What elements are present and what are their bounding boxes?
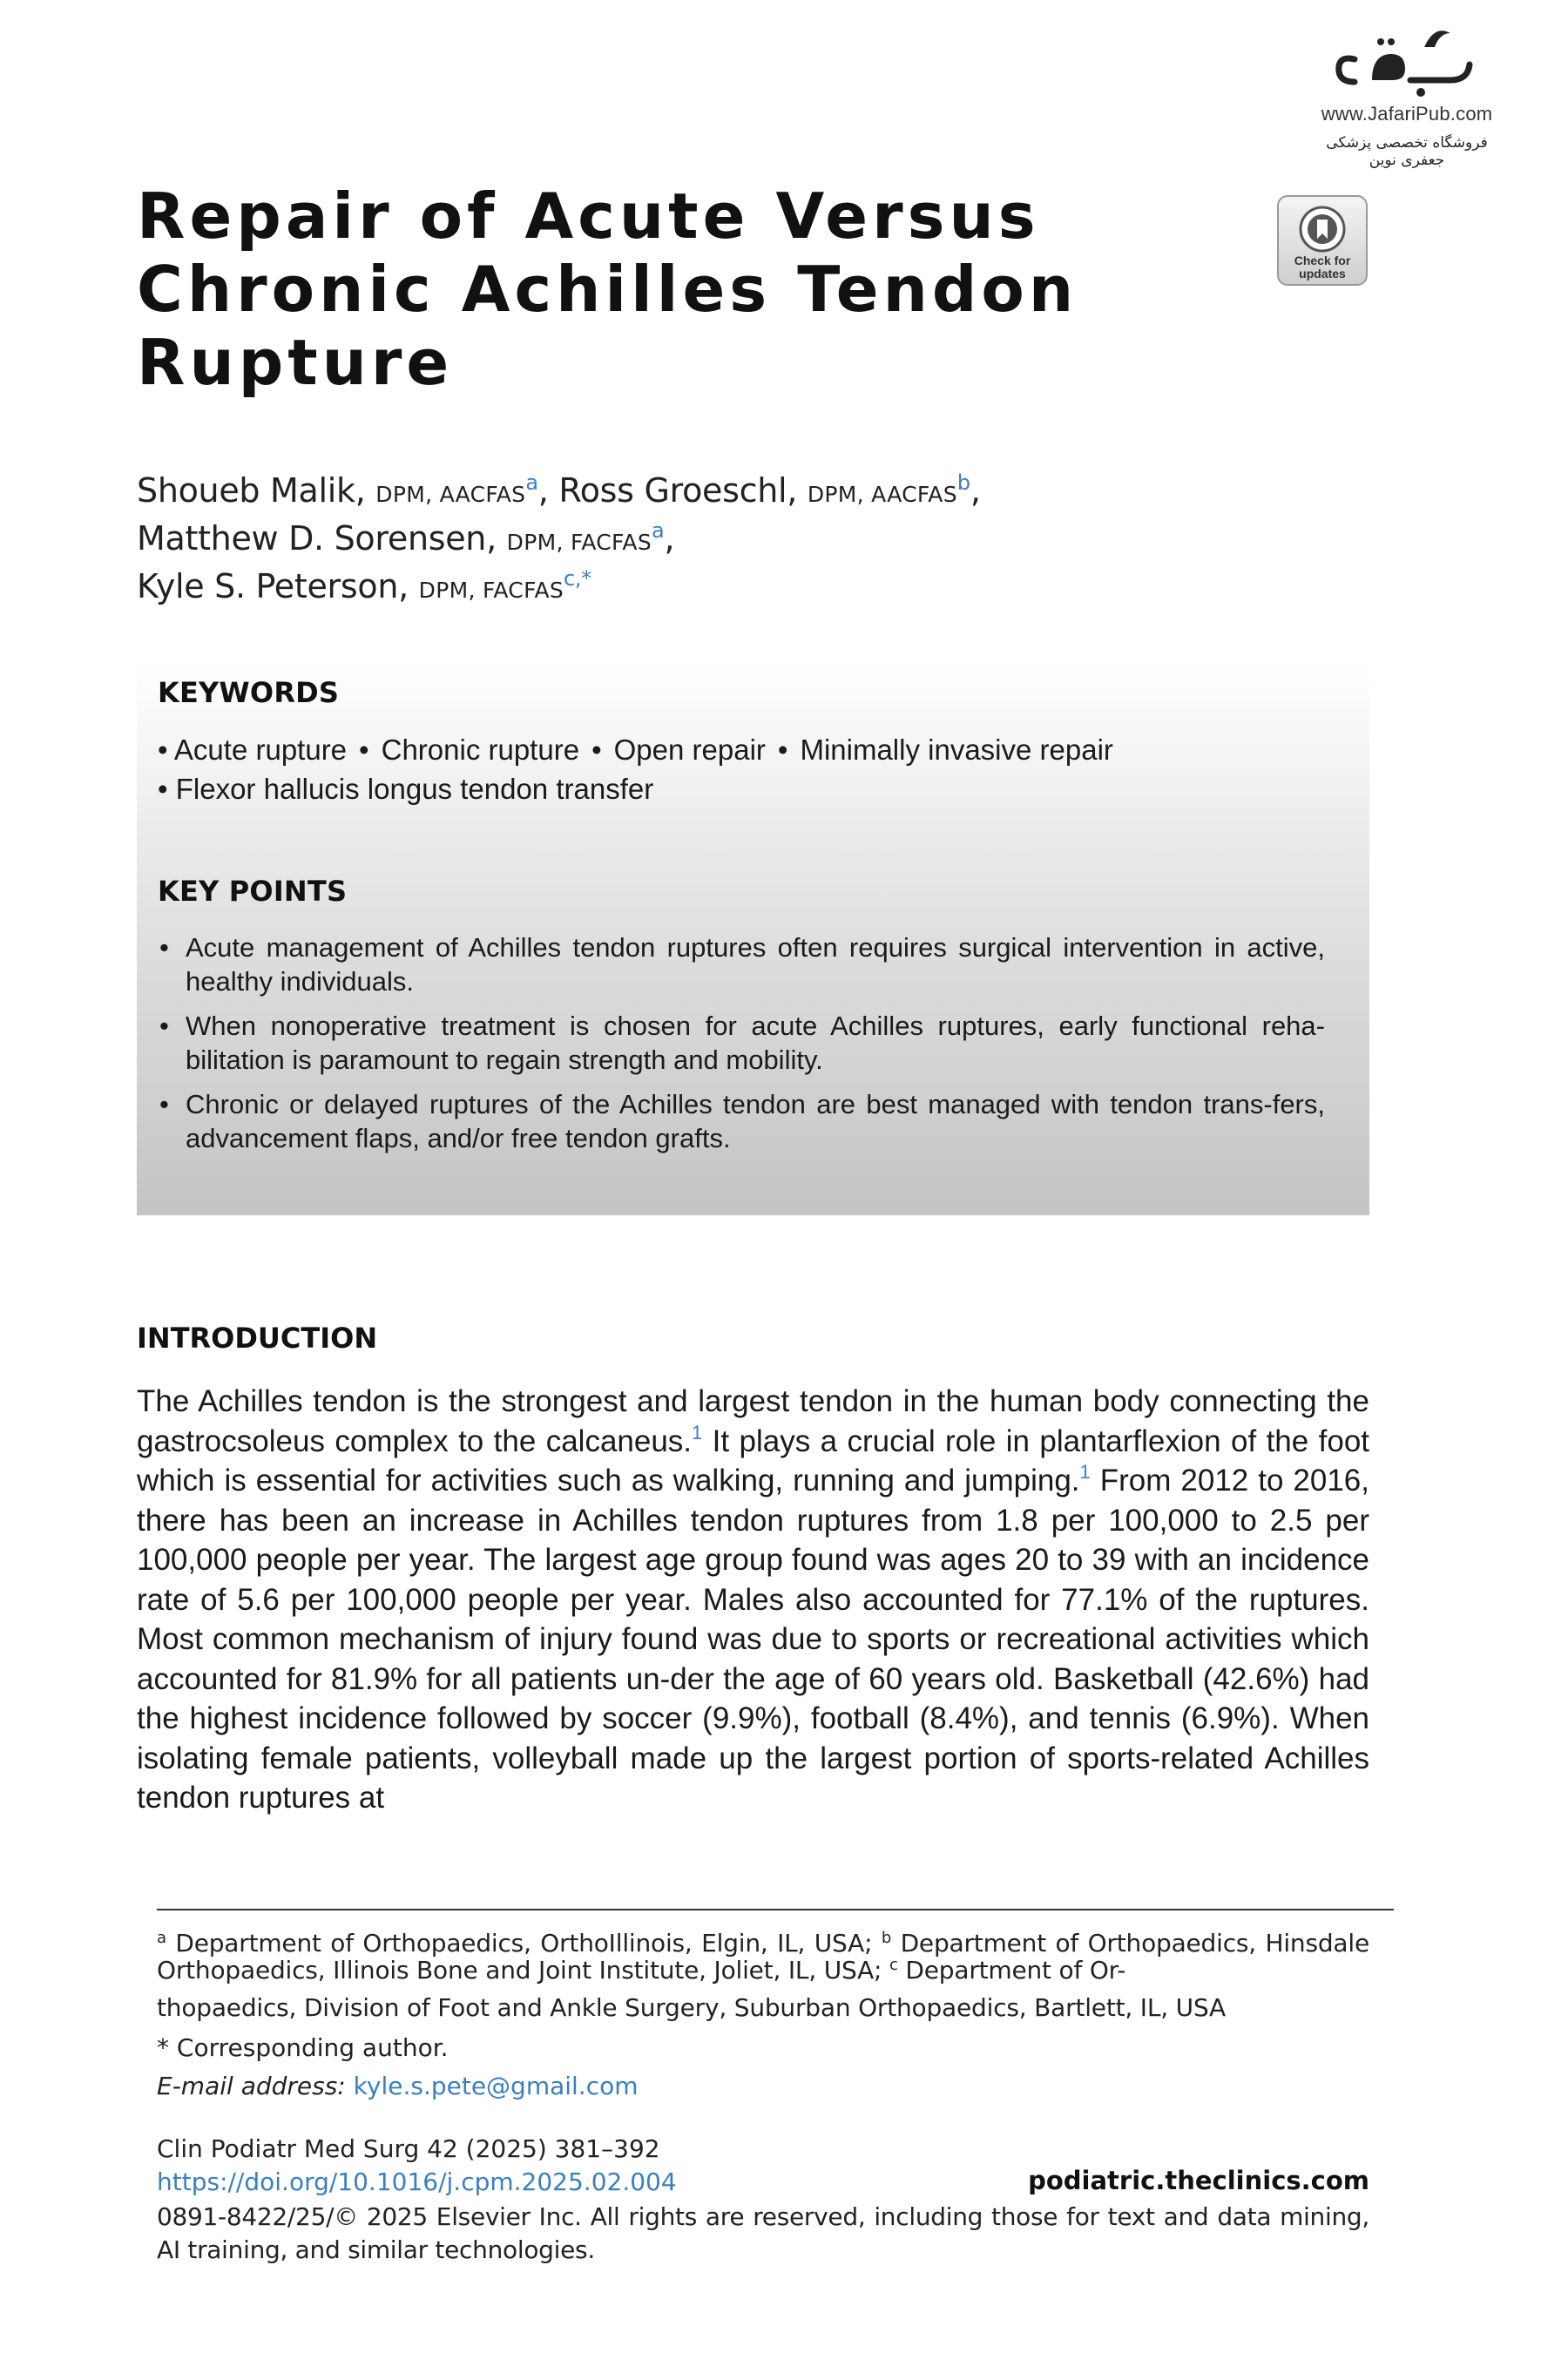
introduction-paragraph [137, 1382, 1369, 1818]
bullet: • [158, 773, 168, 805]
affiliation-mark[interactable]: a [652, 518, 665, 543]
author-name: Matthew D. Sorensen, [137, 519, 497, 558]
bullet: • [158, 734, 168, 766]
keyword: Flexor hallucis longus tendon transfer [175, 773, 654, 805]
keyword: Minimally invasive repair [800, 734, 1113, 766]
email-line [157, 2072, 639, 2100]
publisher-url[interactable]: www.JafariPub.com [1321, 103, 1493, 125]
key-point: • Acute management of Achilles tendon ruptures often requires surgical intervention in active, healthy individuals. [158, 930, 1325, 998]
keyword: Acute rupture [173, 734, 348, 766]
email-label: E-mail address: [157, 2072, 346, 2100]
intro-text: From 2012 to 2016, there has been an increase in Achilles tendon ruptures from 1.8 per 100,000 to 2.5 per 100,000 people per year. The largest age group found was ages 20 to 39 with an incidence rate of 5.6 per 100,000 people per year. Males also accounted for 77.1% of the ruptures. Most common mechanism of injury found was due to sports or recreational activities which accounted for 81.9% for all patients un-der the age of 60 years old. Basketball (42.6%) had the highest incidence followed by soccer (9.9%), football (8.4%), and tennis (6.9%). When isolating female patients, volleyball made up the largest portion of sports-related Achilles tendon ruptures at [137, 1464, 1369, 1815]
affiliation-letter: c, [564, 566, 582, 591]
author-credentials: DPM, AACFAS [807, 482, 957, 507]
affiliation-mark: b [881, 1929, 892, 1947]
bookmark-icon [1299, 206, 1346, 253]
author-separator: , [537, 471, 549, 510]
copyright-notice: 0891-8422/25/© 2025 Elsevier Inc. All rights are reserved, including those for text and data mining, AI training, and similar technologies. [157, 2202, 1369, 2264]
intro-text: The Achilles tendon is the strongest and largest tendon in the human body connecting the gastrocsoleus complex to the calcaneus. [137, 1384, 1369, 1458]
author-name: Ross Groeschl, [558, 471, 798, 510]
author-credentials: DPM, FACFAS [418, 578, 564, 603]
affiliation-mark: c [889, 1956, 898, 1974]
affiliations-footnote [157, 1930, 1369, 2021]
doi-link[interactable]: https://doi.org/10.1016/j.cpm.2025.02.004 [157, 2167, 677, 2196]
author-name: Kyle S. Peterson, [137, 567, 409, 605]
affiliation-text: thopaedics, Division of Foot and Ankle Surgery, Suburban Orthopaedics, Bartlett, IL, USA [157, 1993, 1226, 2022]
key-point: • Chronic or delayed ruptures of the Achilles tendon are best managed with tendon trans-fers, advancement flaps, and/or free tendon grafts. [158, 1087, 1325, 1155]
intro-text: It plays a crucial role in plantarflexion of the foot which is essential for activities such as walking, running and jumping. [137, 1423, 1370, 1498]
affiliation-text: Department of Orthopaedics, Hinsdale Orthopaedics, Illinois Bone and Joint Institute, Joliet, IL, USA; [157, 1929, 1369, 1985]
corresponding-author-mark: * [581, 566, 591, 591]
affiliation-text: Department of Orthopaedics, OrthoIllinois, Elgin, IL, USA; [166, 1929, 882, 1958]
footnote-divider [157, 1909, 1394, 1910]
author-separator: , [970, 471, 981, 510]
key-points-heading: KEY POINTS [158, 875, 348, 908]
affiliation-mark[interactable]: a [525, 470, 538, 495]
author-name: Shoueb Malik, [137, 471, 366, 510]
keywords-line-2 [158, 769, 1113, 808]
check-for-updates-badge[interactable] [1277, 195, 1368, 286]
publisher-logo-icon [1320, 21, 1494, 99]
email-link[interactable]: kyle.s.pete@gmail.com [353, 2072, 639, 2100]
bullet: • [591, 734, 602, 766]
key-points-list [158, 930, 1325, 1166]
affiliation-text: Department of Or- [897, 1956, 1126, 1985]
author-line-2 [137, 517, 1139, 565]
reference-link[interactable]: 1 [692, 1421, 703, 1444]
author-list [137, 469, 1139, 612]
author-line-1 [137, 469, 1139, 517]
key-point: • When nonoperative treatment is chosen for acute Achilles ruptures, early functional reha-bilitation is paramount to regain strength and mobility. [158, 1009, 1325, 1077]
bullet: • [359, 734, 369, 766]
journal-website[interactable]: podiatric.theclinics.com [1028, 2166, 1369, 2195]
affiliation-mark[interactable]: b [956, 470, 970, 495]
publisher-tagline: فروشگاه تخصصی پزشکی جعفری نوین [1326, 134, 1488, 169]
journal-citation: Clin Podiatr Med Surg 42 (2025) 381–392 [157, 2134, 660, 2163]
publisher-logo [1307, 21, 1507, 169]
bullet: • [777, 734, 788, 766]
badge-line-2: updates [1299, 267, 1346, 281]
reference-link[interactable]: 1 [1079, 1461, 1091, 1483]
author-line-3 [137, 565, 1139, 612]
keywords-heading: KEYWORDS [158, 676, 340, 709]
badge-line-1: Check for [1294, 254, 1351, 267]
keywords-list [158, 730, 1113, 808]
introduction-heading: INTRODUCTION [137, 1322, 378, 1355]
affiliation-mark[interactable] [564, 566, 591, 591]
author-credentials: DPM, FACFAS [506, 530, 652, 555]
keyword: Open repair [613, 734, 766, 766]
author-separator: , [664, 519, 675, 558]
affiliation-mark: a [157, 1929, 166, 1947]
corresponding-author-note: * Corresponding author. [157, 2033, 449, 2062]
keywords-line-1 [158, 730, 1113, 769]
author-credentials: DPM, AACFAS [375, 482, 526, 507]
keyword: Chronic rupture [381, 734, 580, 766]
keywords-keypoints-box [137, 660, 1369, 1215]
article-title: Repair of Acute Versus Chronic Achilles Tendon Rupture [137, 179, 1078, 399]
